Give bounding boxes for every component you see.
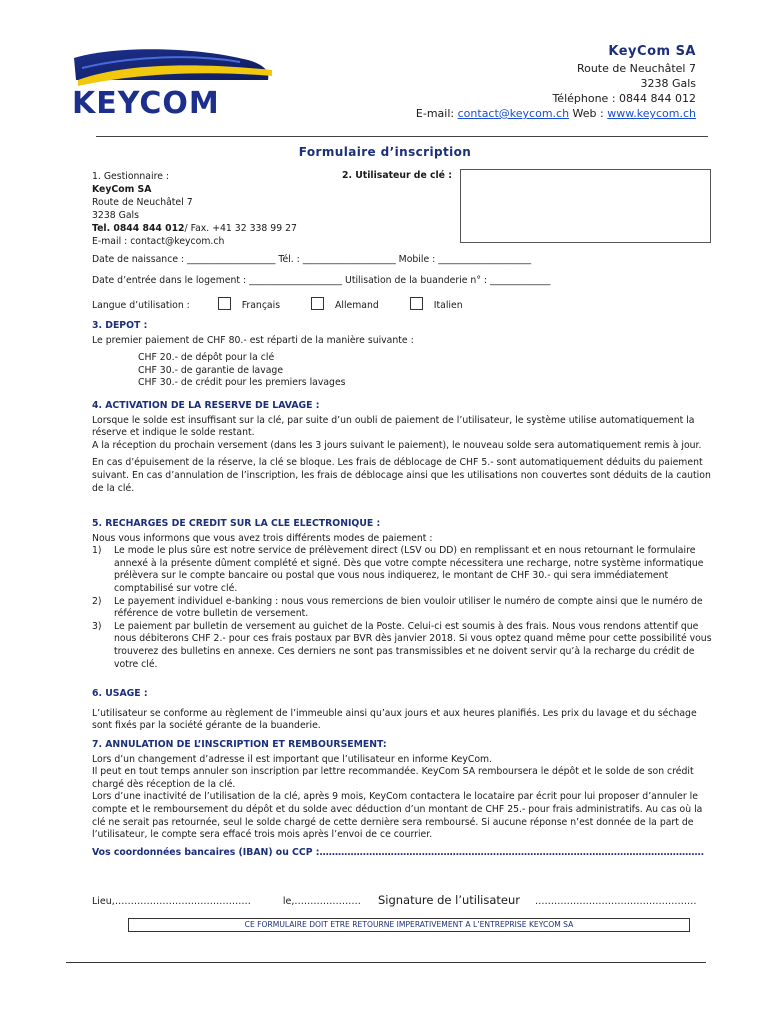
recharges-list (92, 545, 717, 671)
web-label: Web : (569, 107, 608, 120)
depot-intro: Le premier paiement de CHF 80.- est réparti de la manière suivante : (92, 334, 414, 346)
list-item (92, 621, 717, 671)
checkbox-italien[interactable] (410, 297, 423, 310)
section-depot (92, 320, 717, 390)
company-header (416, 44, 696, 121)
language-allemand: Allemand (335, 300, 379, 311)
form-title: Formulaire d’inscription (298, 145, 472, 159)
gestionnaire-tel: Tel. 0844 844 012 (92, 223, 185, 234)
language-row (92, 297, 463, 311)
signature-field[interactable]: …………………………………………… (535, 896, 697, 907)
language-francais: Français (241, 300, 281, 311)
email-link[interactable]: contact@keycom.ch (457, 107, 570, 120)
company-city: 3238 Gals (640, 77, 696, 90)
language-label: Langue d’utilisation : (92, 300, 190, 311)
section-annulation (92, 739, 717, 859)
gestionnaire-block (92, 170, 297, 248)
gestionnaire-city: 3238 Gals (92, 210, 139, 221)
activation-title: 4. ACTIVATION DE LA RESERVE DE LAVAGE : (92, 400, 320, 411)
list-item-number: 1) (92, 545, 102, 557)
return-notice: CE FORMULAIRE DOIT ETRE RETOURNE IMPERATIVEMENT A L’ENTREPRISE KEYCOM SA (128, 918, 690, 932)
utilisateur-box[interactable] (460, 169, 711, 243)
keycom-logo (72, 46, 288, 120)
footer-divider (66, 962, 706, 963)
recharges-intro: Nous vous informons que vous avez trois différents modes de paiement : (92, 532, 433, 544)
list-item-number: 2) (92, 595, 102, 607)
iban-field[interactable]: Vos coordonnées bancaires (IBAN) ou CCP :……………………………………………………………………………………………………………. (92, 846, 705, 858)
list-item-text: Le paiement par bulletin de versement au guichet de la Poste. Celui-ci est soumis à des frais. Nous vous rendons attentif que nous débiterons CHF 2.- pour ces frais postaux par BVR dès janvier 2018. Si vous optez quand même pour cette possibilité vous trouverez des bulletins en annexe. Ces derniers ne sont pas transmissibles et ne doivent servir qu’à la recharge du crédit de votre clé. (114, 620, 712, 670)
gestionnaire-label: 1. Gestionnaire : (92, 171, 169, 182)
email-label: E-mail: (415, 107, 458, 120)
signature-label: Signature de l’utilisateur (377, 893, 520, 907)
list-item-number: 3) (92, 620, 102, 632)
annulation-title: 7. ANNULATION DE L’INSCRIPTION ET REMBOURSEMENT: (92, 739, 387, 750)
entry-date-line[interactable]: Date d’entrée dans le logement : ____________________ Utilisation de la buanderie n° : _____________ (92, 275, 551, 286)
list-item-text: Le payement individuel e-banking : nous vous remercions de bien vouloir utiliser le numéro de compte ainsi que le numéro de référence de votre bulletin de versement. (114, 595, 703, 620)
company-phone: Téléphone : 0844 844 012 (552, 92, 696, 105)
activation-p1: Lorsque le solde est insuffisant sur la clé, par suite d’un oubli de paiement de l’utilisateur, le système utilise automatiquement la réserve et indique le solde restant. (92, 414, 695, 439)
usage-text: L’utilisateur se conforme au règlement de l’immeuble ainsi qu’aux jours et aux heures planifiés. Les prix du lavage et du séchage sont fixés par la société gérante de la buanderie. (92, 707, 697, 732)
list-item-text: Le mode le plus sûre est notre service de prélèvement direct (LSV ou DD) en remplissant et en nous retournant le formulaire annexé à la présente dûment complété et signé. Dès que votre compte nécessitera une recharge, notre système informatique prélèvera sur le compte bancaire ou postal que vous nous indiquerez, le montant de CHF 30.- qui sera immédiatement comptabilisé sur votre clé. (114, 545, 704, 594)
annulation-p3: Lors d’une inactivité de l’utilisation de la clé, après 9 mois, KeyCom contactera le locataire par écrit pour lui proposer d’annuler le compte et le remboursement du dépôt et du solde avec déduction d’un montant de CHF 25.- pour frais administratifs. Au cas où la clé ne serait pas retournée, seul le solde chargé de cette dernière sera remboursé. Si aucune réponse n’est donnée de la part de l’utilisateur, le compte sera effacé trois mois après l’envoi de ce courrier. (92, 791, 703, 841)
depot-item: CHF 30.- de garantie de lavage (138, 364, 284, 376)
utilisateur-label: 2. Utilisateur de clé : (342, 170, 452, 181)
checkbox-allemand[interactable] (311, 297, 324, 310)
company-name: KeyCom SA (608, 44, 696, 59)
birthdate-phone-line[interactable]: Date de naissance : ___________________ Tél. : ____________________ Mobile : ____________________ (92, 254, 532, 265)
annulation-p2: Il peut en tout temps annuler son inscription par lettre recommandée. KeyCom SA remboursera le dépôt et le solde de son crédit chargé dès réception de la clé. (92, 766, 694, 790)
activation-p3: En cas d’épuisement de la réserve, la clé se bloque. Les frais de déblocage de CHF 5.- sont automatiquement déduits du paiement suivant. En cas d’annulation de l’inscription, les frais de déblocage ainsi que les utilisations non couvertes sont déduits de la caution de la clé. (92, 457, 711, 494)
gestionnaire-fax: / Fax. +41 32 338 99 27 (184, 223, 297, 234)
section-activation (92, 400, 717, 495)
checkbox-francais[interactable] (218, 297, 231, 310)
depot-title: 3. DEPOT : (92, 320, 148, 331)
gestionnaire-name: KeyCom SA (92, 184, 152, 195)
logo-wordmark: KEYCOM (72, 86, 220, 120)
depot-item: CHF 20.- de dépôt pour la clé (138, 352, 275, 364)
annulation-p1: Lors d’un changement d’adresse il est important que l’utilisateur en informe KeyCom. (92, 753, 493, 765)
list-item (92, 545, 717, 595)
date-field[interactable]: le,………………… (282, 896, 361, 907)
language-italien: Italien (433, 300, 463, 311)
recharges-title: 5. RECHARGES DE CREDIT SUR LA CLE ELECTRONIQUE : (92, 518, 381, 529)
section-usage (92, 688, 717, 733)
company-contact (416, 106, 696, 121)
company-street: Route de Neuchâtel 7 (576, 62, 696, 75)
list-item (92, 596, 717, 621)
lieu-field[interactable]: Lieu,…………………….……………… (92, 896, 251, 907)
signature-row (92, 893, 697, 907)
gestionnaire-street: Route de Neuchâtel 7 (92, 197, 193, 208)
gestionnaire-tel-fax (92, 222, 297, 235)
web-link[interactable]: www.keycom.ch (607, 107, 696, 120)
section-recharges (92, 518, 717, 671)
header-divider (96, 136, 708, 137)
gestionnaire-email: E-mail : contact@keycom.ch (92, 236, 225, 247)
usage-title: 6. USAGE : (92, 688, 148, 699)
activation-p2: A la réception du prochain versement (dans les 3 jours suivant le paiement), le nouveau solde sera automatiquement remis à jour. (92, 439, 702, 451)
depot-item: CHF 30.- de crédit pour les premiers lavages (138, 377, 346, 389)
